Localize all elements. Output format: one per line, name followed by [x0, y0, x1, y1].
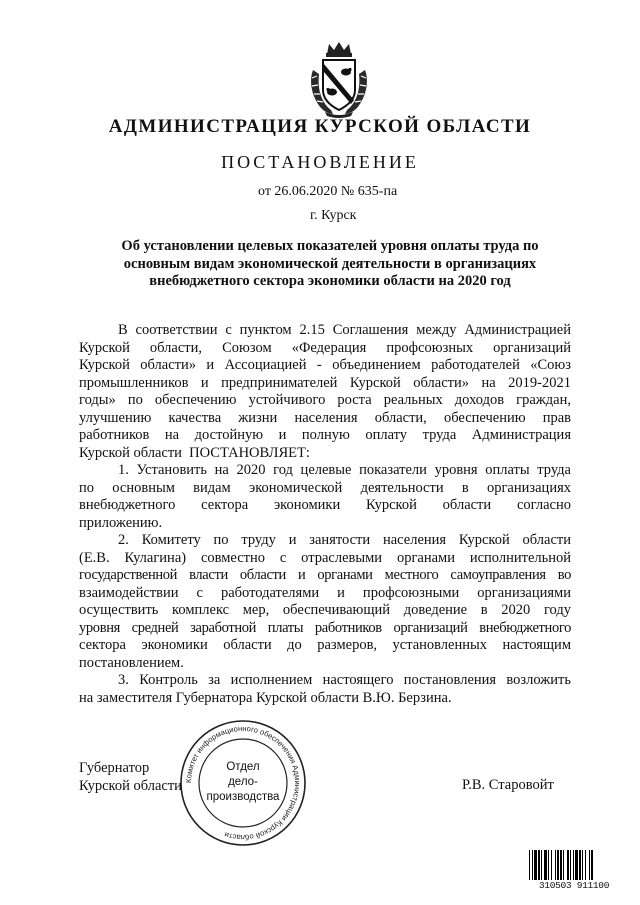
barcode-bar	[579, 850, 581, 880]
barcode-bar	[555, 850, 556, 880]
signatory-position	[79, 760, 182, 795]
body-line: Курской области ПОСТАНОВЛЯЕТ:	[79, 444, 310, 461]
barcode-bar	[529, 850, 530, 880]
body-line: уровня средней заработной платы работников организаций внебюджетного	[79, 619, 571, 636]
body-line: 1. Установить на 2020 год целевые показатели уровня оплаты труда	[118, 462, 571, 478]
signatory-name: Р.В. Старовойт	[462, 777, 554, 793]
barcode-bar	[544, 850, 547, 880]
body-line: годы» по обеспечению устойчивого роста реальных доходов граждан,	[79, 392, 571, 408]
coat-of-arms-icon	[307, 40, 371, 118]
barcode-bar	[532, 850, 533, 880]
stamp-ring-text-path: Комитет информационного обеспечения Администрации Курской области	[183, 723, 303, 843]
barcode-bar	[591, 850, 593, 880]
body-line: Курской области, Союзом «Федерация профсоюзных организаций	[79, 339, 571, 356]
body-line: постановлением.	[79, 654, 184, 671]
barcode-bar	[575, 850, 578, 880]
organization-title: АДМИНИСТРАЦИЯ КУРСКОЙ ОБЛАСТИ	[108, 116, 532, 137]
body-line: 2. Комитету по труду и занятости населения Курской области	[118, 532, 571, 548]
barcode-bar	[538, 850, 540, 880]
office-stamp	[176, 719, 310, 847]
body-line: на заместителя Губернатора Курской области В.Ю. Берзина.	[79, 689, 452, 706]
body-line: по основным видам экономической деятельности в организациях	[79, 479, 571, 496]
barcode-bar	[548, 850, 549, 880]
body-line: (Е.В. Кулагина) совместно с отраслевыми органами исполнительной	[79, 549, 571, 566]
body-line: сектора экономики области до размеров, установленных настоящим	[79, 637, 571, 653]
barcode-bar	[560, 850, 562, 880]
document-date-number: от 26.06.2020 № 635-па	[258, 184, 398, 199]
barcode-bar	[585, 850, 586, 880]
body-line: 3. Контроль за исполнением настоящего постановления возложить	[118, 672, 571, 688]
barcode-number: 310503 911100	[528, 880, 620, 891]
body-line: приложению.	[79, 514, 163, 531]
barcode-bar	[573, 850, 574, 880]
signatory-position-line: Курской области	[79, 777, 182, 794]
body-line: В соответствии с пунктом 2.15 Соглашения между Администрацией	[118, 322, 571, 338]
body-line: улучшению качества жизни населения области, обеспечению прав	[79, 409, 571, 426]
barcode-bar	[534, 850, 537, 880]
subject-line: Об установлении целевых показателей уровня оплаты труда по	[121, 238, 539, 254]
subject-line: внебюджетного сектора экономики области на 2020 год	[149, 273, 511, 289]
barcode-bar	[551, 850, 552, 880]
body-line: работников на достойную и полную оплату труда Администрация	[79, 427, 571, 443]
barcode-bar	[563, 850, 564, 880]
barcode-bar	[541, 850, 542, 880]
barcode-bar	[582, 850, 583, 880]
body-line: осуществить комплекс мер, обеспечивающий доведение в 2020 году	[79, 602, 571, 618]
stamp-line: Отдел	[226, 761, 260, 773]
body-line: взаимодействии с работодателями и профсоюзными организациями	[79, 584, 571, 601]
body-line: промышленников и предпринимателей Курской области» на 2019-2021	[79, 374, 571, 391]
body-line: внебюджетного сектора экономики Курской области согласно	[79, 497, 571, 513]
barcode-bar	[567, 850, 569, 880]
subject-line: основным видам экономической деятельности в организациях	[123, 255, 537, 272]
barcode-bar	[570, 850, 571, 880]
barcode-bar	[557, 850, 559, 880]
document-subject	[90, 238, 570, 291]
document-city: г. Курск	[310, 208, 357, 223]
body-line: Курской области» и Ассоциацией - объединением работодателей «Союз	[79, 357, 571, 373]
signatory-position-line: Губернатор	[79, 760, 150, 776]
barcode-bar	[589, 850, 590, 880]
stamp-line: производства	[206, 791, 280, 803]
body-line: государственной власти области и органами местного самоуправления во	[79, 567, 571, 583]
document-type: ПОСТАНОВЛЕНИЕ	[221, 152, 419, 172]
stamp-line: дело-	[228, 776, 258, 788]
